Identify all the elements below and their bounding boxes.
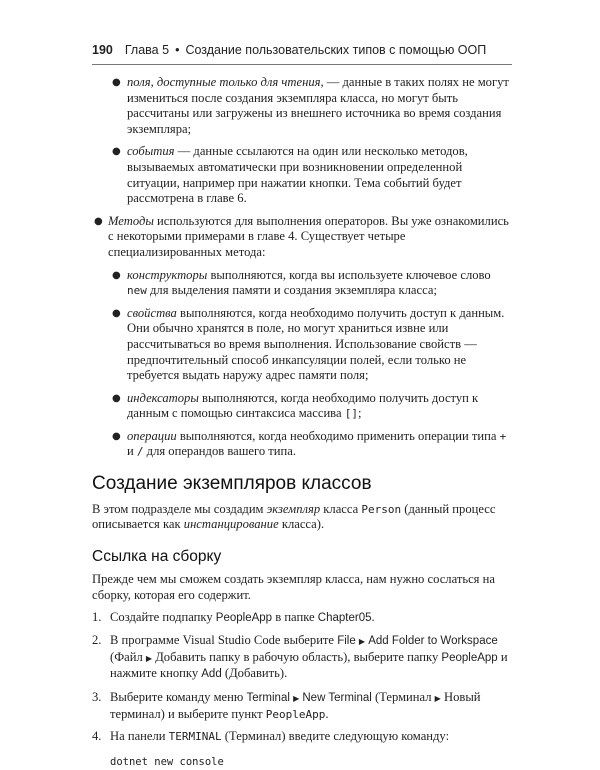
item-text: выполняются, когда необходимо применить операции типа [176,428,500,443]
item-text: — данные в таких полях не могут измениться после создания экземпляра класса, но могут быть рассчитаны или загружены из внешнего источника во время создания экземпляра; [127,75,509,136]
item-text: выполняются, когда вы используете ключевое слово [207,267,491,282]
inline-code: Person [361,502,402,516]
inline-code: + [499,429,507,443]
term: конструкторы [127,267,208,282]
text: Создайте подпапку [110,609,216,624]
step-item [92,610,512,627]
ui-term: Terminal [246,692,290,704]
list-item [110,144,512,206]
item-text: и [127,444,137,459]
text: и нажмите кнопку [110,649,508,681]
text: Добавить папку в рабочую область), выберите папку [152,649,442,664]
ui-term: PeopleApp [215,611,273,624]
steps-list [92,610,512,745]
text: (Терминал [371,690,435,704]
running-head [92,43,512,57]
chapter-title: Создание пользовательских типов с помощью ООП [185,43,487,57]
list-item [110,75,512,137]
term: индексаторы [127,390,199,405]
step-number: 3. [92,690,102,704]
list-item [110,306,512,384]
text: (Терминал) введите следующую команду: [221,729,450,744]
term: экземпляр [266,501,321,516]
text: (Файл [110,649,146,664]
subsection-intro: Прежде чем мы сможем создать экземпляр класса, нам нужно сослаться на сборку, которая его содержит. [92,572,495,603]
inline-code: [] [344,407,358,421]
triangle-right-icon: ▶ [293,694,300,703]
step-number: 1. [92,609,102,624]
header-separator: • [175,43,180,57]
inline-code: new [127,284,147,298]
list-item [110,391,512,422]
bullet-icon: ● [112,430,121,442]
item-text: — данные ссылаются на один или несколько методов, вызываемых автоматически при возникновении определенной ситуации, например при нажатии кнопки. Тема событий будет рассмотрена в главе 6. [127,144,468,206]
bullet-icon: ● [112,146,121,158]
ui-term: New Terminal [302,692,372,704]
page-number: 190 [92,43,113,57]
subsection-heading: Ссылка на сборку [92,547,222,565]
bullet-icon: ● [112,77,121,88]
bullet-icon: ● [112,269,121,281]
text: Выберите команду меню [110,690,247,704]
step-number: 2. [92,633,102,648]
text: . [371,609,375,624]
list-item [110,268,512,299]
text: (данный процесс описывается как [92,501,496,532]
item-text: выполняются, когда необходимо получить доступ к данным. Они обычно хранятся в поле, но могут храниться извне или рассчитываться во время выполнения. Использование свойств — предпочтительный способ инкапсуляции полей, если только не требуется выдать наружу адрес памяти поля; [127,305,505,383]
term: события [127,144,175,159]
term: поля, доступные только для чтения, [127,75,324,89]
item-text: для выделения памяти и создания экземпляра класса; [146,283,437,298]
step-item [92,690,512,722]
term: инстанцирование [183,517,279,532]
code-block: dotnet new console [110,755,224,768]
step-item [92,729,512,745]
triangle-right-icon: ▶ [434,694,441,703]
ui-term: Chapter05 [317,611,372,624]
section-paragraph [92,502,512,533]
step-item [92,633,512,683]
ui-term: Add [201,668,222,681]
inline-code: PeopleApp [265,707,326,721]
ui-term: Add Folder to Workspace [368,635,498,648]
section-heading: Создание экземпляров классов [92,473,372,495]
ui-term: PeopleApp [441,651,498,664]
text: класса). [278,517,325,532]
header-rule [92,64,512,65]
term: свойства [127,305,177,320]
list-item [110,429,512,460]
step-number: 4. [92,729,102,744]
term: Методы [108,213,154,228]
bullet-icon: ● [94,215,103,227]
item-text: для операндов вашего типа. [143,444,297,459]
item-text: ; [357,406,362,421]
text: В этом подразделе мы создадим [92,501,267,516]
bullet-icon: ● [112,307,121,319]
text: Новый терминал) и выберите пункт [110,690,481,721]
text: На панели [110,729,169,744]
chapter-label: Глава 5 [124,43,170,57]
text: класса [320,501,362,516]
text: В программе Visual Studio Code выберите [110,633,338,648]
methods-sublist [92,268,512,461]
item-text: выполняются, когда необходимо получить доступ к данным с помощью синтаксиса массива [127,390,479,421]
triangle-right-icon: ▶ [358,637,366,647]
page-body [92,75,512,770]
list-item-methods [92,214,512,460]
fields-sublist [92,75,512,207]
text: в папке [272,609,318,624]
triangle-right-icon: ▶ [145,653,153,663]
inline-code: / [136,445,144,459]
term: операции [127,428,177,443]
text: (Добавить). [221,666,288,681]
members-list [92,214,512,460]
bullet-icon: ● [112,392,121,404]
inline-code: TERMINAL [168,730,222,744]
item-text: используются для выполнения операторов. Вы уже ознакомились с некоторыми примерами в главе 4. Существует четыре специализированных метода: [108,213,509,259]
ui-term: File [337,635,356,648]
text: . [325,706,329,721]
